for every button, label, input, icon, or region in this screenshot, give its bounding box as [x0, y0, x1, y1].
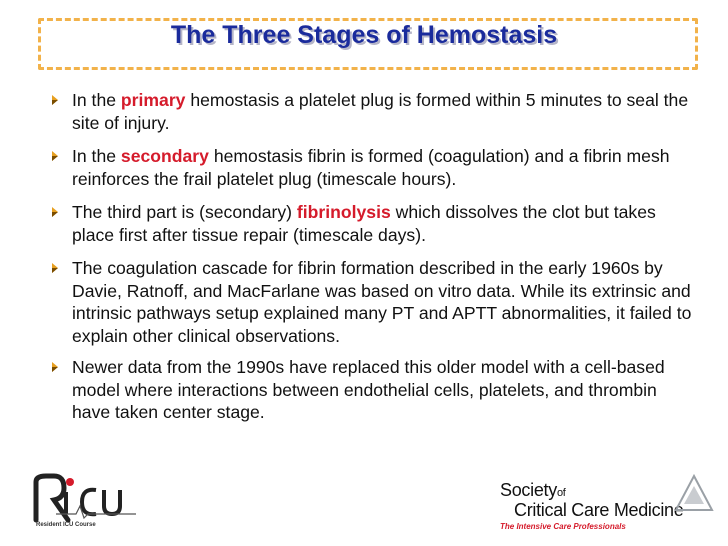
bullet-text: hemostasis a platelet plug is formed within 5 minutes to seal the site of injury.: [72, 90, 689, 133]
bullet-highlight: secondary: [120, 146, 209, 166]
bullet-item: [50, 89, 698, 134]
ricu-logo: [26, 470, 156, 530]
sccm-of-word: of: [556, 487, 566, 499]
bullet-text: Newer data from the 1990s have replaced this older model with a cell-based model where interactions between endothelial cells, platelets, and thrombin have taken center stage.: [72, 357, 665, 422]
sccm-name: Critical Care Medicine: [514, 500, 684, 520]
bullet-highlight: primary: [120, 90, 186, 110]
ricu-caption: Resident ICU Course: [36, 522, 96, 528]
bullet-item: [50, 356, 698, 424]
bullet-item: [50, 145, 698, 190]
bullet-arrow-icon: [50, 95, 60, 105]
bullet-text: In the: [72, 90, 121, 110]
sccm-tagline: The Intensive Care Professionals: [500, 522, 626, 531]
bullet-text: The third part is (secondary): [72, 202, 297, 222]
ricu-mark-icon: [26, 470, 156, 530]
bullet-item: [50, 201, 698, 246]
bullet-list: [50, 89, 698, 435]
bullet-arrow-icon: [50, 263, 60, 273]
bullet-arrow-icon: [50, 362, 60, 372]
bullet-highlight: fibrinolysis: [296, 202, 391, 222]
sccm-logo: [496, 470, 718, 534]
bullet-arrow-icon: [50, 151, 60, 161]
bullet-text: hemostasis fibrin is formed (coagulation) and a fibrin mesh reinforces the frail platelet plug (timescale hours).: [72, 146, 670, 189]
slide-title: The Three Stages of Hemostasis: [170, 21, 558, 49]
bullet-text: In the: [72, 146, 121, 166]
bullet-text: which dissolves the clot but takes place first after tissue repair (timescale days).: [72, 202, 656, 245]
sccm-triangle-icon: [674, 474, 714, 514]
sccm-society-text: [500, 480, 566, 501]
bullet-item: [50, 257, 698, 347]
sccm-society-word: Society: [500, 480, 557, 500]
bullet-text: The coagulation cascade for fibrin formation described in the early 1960s by Davie, Ratnoff, and MacFarlane was based on vitro data. While its extrinsic and intrinsic pathways setup explained many PT and APTT abnormalities, it failed to explain other clinical observations.: [72, 258, 692, 346]
bullet-arrow-icon: [50, 207, 60, 217]
